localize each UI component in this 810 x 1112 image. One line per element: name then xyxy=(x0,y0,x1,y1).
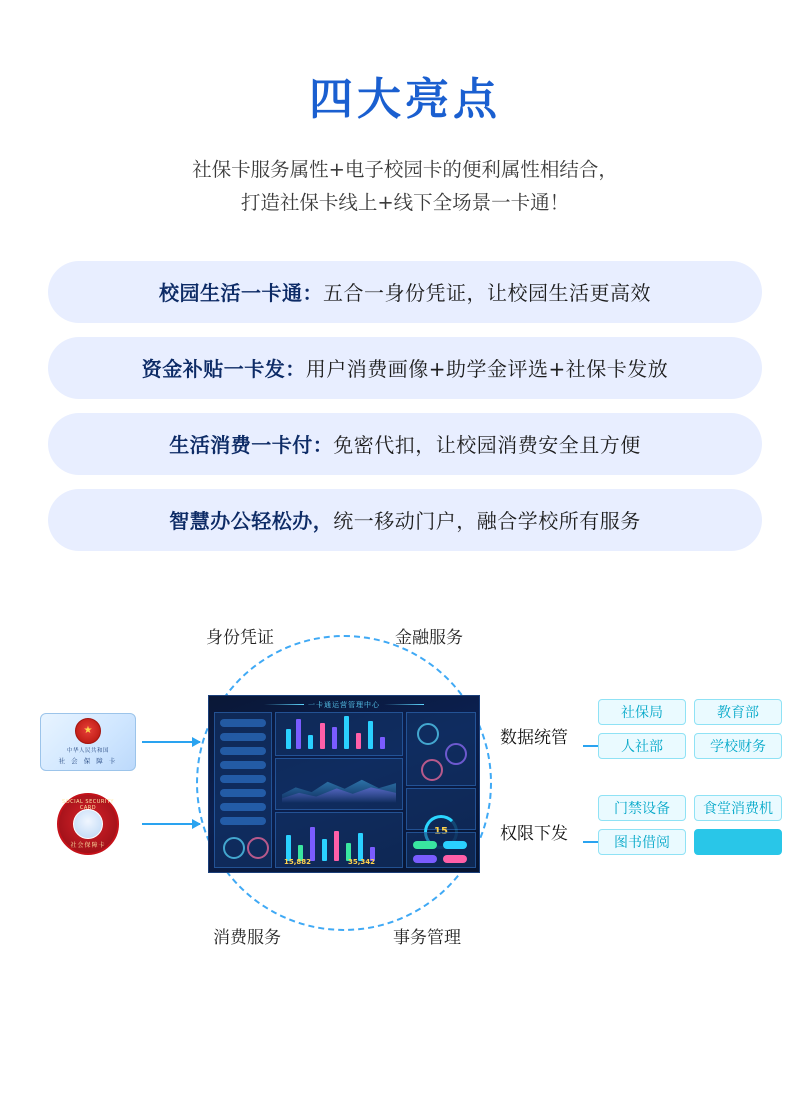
tag-group-devices xyxy=(598,795,794,855)
dashboard-bar xyxy=(296,719,301,749)
dashboard-node-icon xyxy=(445,743,467,765)
dashboard-bar xyxy=(368,721,373,749)
highlight-item-1 xyxy=(48,261,762,323)
arrow-id-to-dashboard xyxy=(142,741,200,743)
social-security-card-graphic xyxy=(40,791,136,857)
dashboard-node-icon xyxy=(417,723,439,745)
dashboard-bar xyxy=(344,716,349,749)
dashboard-bar xyxy=(334,831,339,861)
highlight-3-rest: 免密代扣，让校园消费安全且方便 xyxy=(333,433,641,458)
ssc-inner-emblem-icon xyxy=(73,809,103,839)
subtitle-line-2: 打造社保卡线上+线下全场景一卡通！ xyxy=(240,190,570,214)
flow-label-permission-dispatch: 权限下发 xyxy=(500,823,568,844)
dashboard-row xyxy=(220,747,266,755)
highlight-2-bold: 资金补贴一卡发： xyxy=(141,357,306,382)
dashboard-bar xyxy=(332,727,337,749)
dashboard-panel-network xyxy=(406,712,476,786)
dashboard-panel-bars xyxy=(275,712,403,756)
dashboard-donut-icon xyxy=(223,837,245,859)
flow-label-data-governance: 数据统管 xyxy=(500,727,568,748)
dashboard-chip xyxy=(443,841,467,849)
dashboard-row xyxy=(220,733,266,741)
tag-jiaoyubu[interactable]: 教育部 xyxy=(694,699,782,725)
dashboard-row xyxy=(220,789,266,797)
ssc-top-text: SOCIAL SECURITY CARD xyxy=(62,798,114,811)
page-subtitle xyxy=(0,154,810,218)
page-title: 四大亮点 xyxy=(309,74,501,125)
ring-label-finance: 金融服务 xyxy=(395,627,463,648)
dashboard-panel-left xyxy=(214,712,272,868)
tag-shebaoju[interactable]: 社保局 xyxy=(598,699,686,725)
dashboard-screenshot xyxy=(208,695,480,873)
id-card-line-2: 社 会 保 障 卡 xyxy=(58,757,118,766)
arrow-ssc-to-dashboard xyxy=(142,823,200,825)
national-emblem-icon xyxy=(75,718,101,744)
dashboard-bar xyxy=(310,827,315,861)
highlight-item-3 xyxy=(48,413,762,475)
tag-more[interactable]: · · · xyxy=(694,829,782,855)
dashboard-row xyxy=(220,803,266,811)
dashboard-row xyxy=(220,761,266,769)
highlight-1-bold: 校园生活一卡通： xyxy=(159,281,323,306)
dashboard-node-icon xyxy=(421,759,443,781)
tag-renshebu[interactable]: 人社部 xyxy=(598,733,686,759)
dashboard-panel-bars-2 xyxy=(275,812,403,868)
highlight-1-rest: 五合一身份凭证，让校园生活更高效 xyxy=(323,281,651,306)
dashboard-row xyxy=(220,817,266,825)
ring-label-identity: 身份凭证 xyxy=(206,627,274,648)
highlight-item-2 xyxy=(48,337,762,399)
dashboard-bar xyxy=(286,729,291,749)
dashboard-bar xyxy=(356,733,361,749)
ssc-bottom-text: 社会保障卡 xyxy=(70,841,106,849)
dashboard-bar xyxy=(322,839,327,861)
id-card-line-1: 中华人民共和国 xyxy=(66,748,109,755)
ring-label-affairs: 事务管理 xyxy=(393,927,461,948)
dashboard-panel-area-chart xyxy=(275,758,403,810)
dashboard-panel-gauge xyxy=(406,788,476,830)
dashboard-chip xyxy=(413,841,437,849)
dashboard-chip xyxy=(413,855,437,863)
tag-tushu-jieyue[interactable]: 图书借阅 xyxy=(598,829,686,855)
dashboard-metric-left: 15,882 xyxy=(284,857,312,866)
highlight-item-4 xyxy=(48,489,762,551)
dashboard-panel-chips xyxy=(406,832,476,868)
dashboard-metric-right: 35,342 xyxy=(348,857,376,866)
dashboard-bar xyxy=(358,833,363,861)
highlight-2-rest: 用户消费画像+助学金评选+社保卡发放 xyxy=(305,357,669,382)
dashboard-bar xyxy=(380,737,385,749)
highlight-4-bold: 智慧办公轻松办， xyxy=(169,509,334,534)
dashboard-row xyxy=(220,775,266,783)
dashboard-donut-icon xyxy=(247,837,269,859)
dashboard-title: 一卡通运营管理中心 xyxy=(209,700,479,710)
highlights-list xyxy=(0,261,810,551)
tag-menjin-shebei[interactable]: 门禁设备 xyxy=(598,795,686,821)
dashboard-row xyxy=(220,719,266,727)
dashboard-bar xyxy=(308,735,313,749)
ssc-badge-icon xyxy=(57,793,119,855)
ring-label-consumption: 消费服务 xyxy=(213,927,281,948)
id-card-graphic xyxy=(40,713,136,771)
highlight-3-bold: 生活消费一卡付： xyxy=(169,433,334,458)
highlight-4-rest: 统一移动门户，融合学校所有服务 xyxy=(333,509,641,534)
subtitle-line-1: 社保卡服务属性+电子校园卡的便利属性相结合， xyxy=(192,158,618,182)
tag-group-organizations xyxy=(598,699,794,759)
ecosystem-diagram xyxy=(0,623,810,953)
dashboard-chip xyxy=(443,855,467,863)
tag-xuexiaocaiwu[interactable]: 学校财务 xyxy=(694,733,782,759)
dashboard-bar xyxy=(320,723,325,749)
tag-shitang-xiaofeiji[interactable]: 食堂消费机 xyxy=(694,795,782,821)
